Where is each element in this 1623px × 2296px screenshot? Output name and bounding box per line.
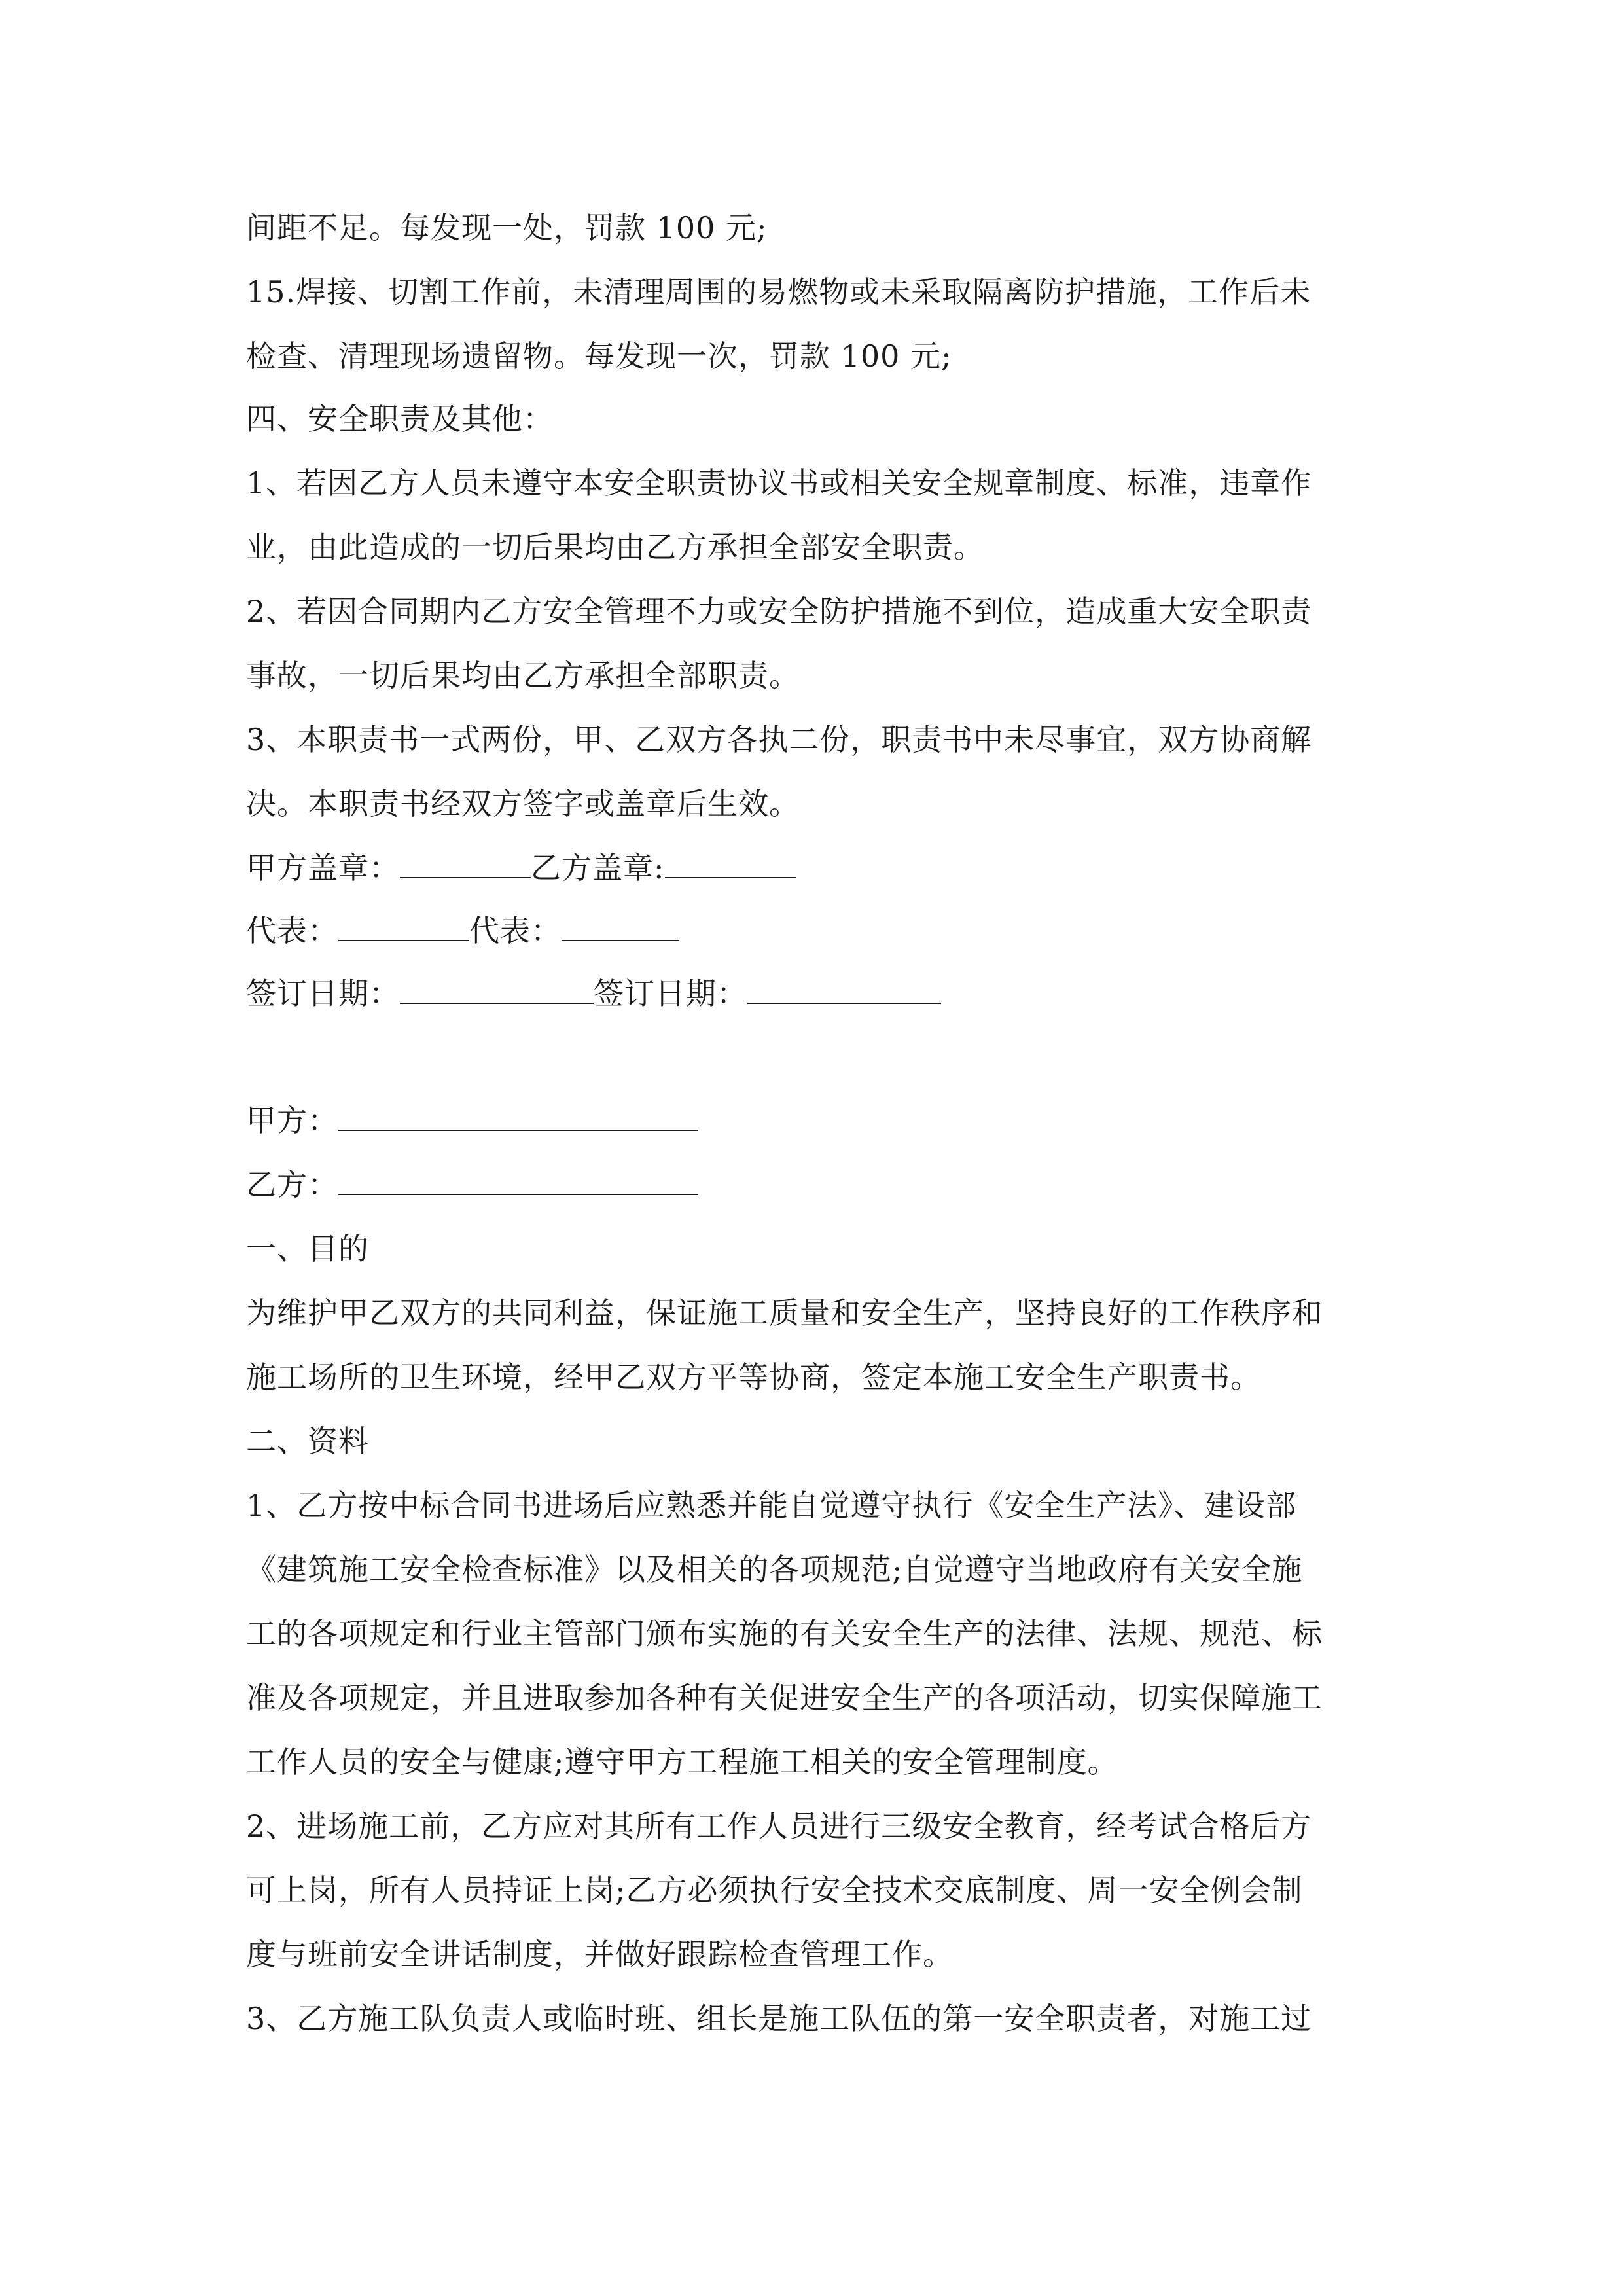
- text-line: 《建筑施工安全检查标准》以及相关的各项规范;自觉遵守当地政府有关安全施: [246, 1552, 1303, 1587]
- party-a-seal-blank[interactable]: [400, 848, 531, 878]
- party-b-line: [246, 1165, 1385, 1204]
- text-line: 1、若因乙方人员未遵守本安全职责协议书或相关安全规章制度、标准，违章作: [246, 465, 1312, 501]
- text-line: 施工场所的卫生环境，经甲乙双方平等协商，签定本施工安全生产职责书。: [246, 1359, 1261, 1395]
- text-line: 可上岗，所有人员持证上岗;乙方必须执行安全技术交底制度、周一安全例会制: [246, 1873, 1303, 1908]
- text-line: 2、若因合同期内乙方安全管理不力或安全防护措施不到位，造成重大安全职责: [246, 594, 1312, 629]
- text-line: 工的各项规定和行业主管部门颁布实施的有关安全生产的法律、法规、规范、标: [246, 1616, 1323, 1651]
- representative-line: [246, 911, 1385, 950]
- party-b-seal-label: 乙方盖章:: [531, 850, 665, 886]
- text-line: 事故，一切后果均由乙方承担全部职责。: [246, 658, 800, 693]
- party-b-label: 乙方：: [246, 1167, 338, 1202]
- party-b-seal-blank[interactable]: [665, 848, 796, 878]
- text-line: 15.焊接、切割工作前，未清理周围的易燃物或未采取隔离防护措施，工作后未: [246, 274, 1311, 310]
- date-line: [246, 974, 1385, 1013]
- rep-b-label: 代表：: [469, 913, 562, 948]
- text-line: 准及各项规定，并且进取参加各种有关促进安全生产的各项活动，切实保障施工: [246, 1680, 1323, 1715]
- text-line: 决。本职责书经双方签字或盖章后生效。: [246, 786, 800, 821]
- party-a-seal-label: 甲方盖章：: [246, 850, 400, 886]
- party-a-line: [246, 1101, 1385, 1140]
- text-line: 为维护甲乙双方的共同利益，保证施工质量和安全生产，坚持良好的工作秩序和: [246, 1295, 1323, 1331]
- seal-line: [246, 848, 1385, 888]
- rep-a-label: 代表：: [246, 913, 338, 948]
- text-line: 工作人员的安全与健康;遵守甲方工程施工相关的安全管理制度。: [246, 1744, 1118, 1780]
- party-b-blank[interactable]: [338, 1165, 698, 1195]
- party-a-label: 甲方：: [246, 1103, 338, 1138]
- section-heading: 二、资料: [246, 1424, 369, 1459]
- text-line: 1、乙方按中标合同书进场后应熟悉并能自觉遵守执行《安全生产法》、建设部: [246, 1488, 1297, 1523]
- date-b-label: 签订日期：: [594, 976, 747, 1011]
- text-line: 度与班前安全讲话制度，并做好跟踪检查管理工作。: [246, 1937, 954, 1972]
- text-line: 2、进场施工前，乙方应对其所有工作人员进行三级安全教育，经考试合格后方: [246, 1808, 1312, 1844]
- date-a-label: 签订日期：: [246, 976, 400, 1011]
- text-line: 业，由此造成的一切后果均由乙方承担全部安全职责。: [246, 529, 984, 565]
- section-heading: 一、目的: [246, 1231, 369, 1266]
- party-a-blank[interactable]: [338, 1101, 698, 1131]
- date-a-blank[interactable]: [400, 974, 594, 1004]
- rep-a-blank[interactable]: [338, 911, 469, 941]
- text-line: 3、本职责书一式两份，甲、乙双方各执二份，职责书中未尽事宜，双方协商解: [246, 722, 1312, 757]
- text-line: 检查、清理现场遗留物。每发现一次，罚款 100 元;: [246, 338, 952, 374]
- text-line: 间距不足。每发现一处，罚款 100 元;: [246, 210, 768, 245]
- text-line: 3、乙方施工队负责人或临时班、组长是施工队伍的第一安全职责者，对施工过: [246, 2001, 1312, 2036]
- rep-b-blank[interactable]: [562, 911, 679, 941]
- section-heading: 四、安全职责及其他：: [246, 401, 554, 437]
- date-b-blank[interactable]: [747, 974, 941, 1004]
